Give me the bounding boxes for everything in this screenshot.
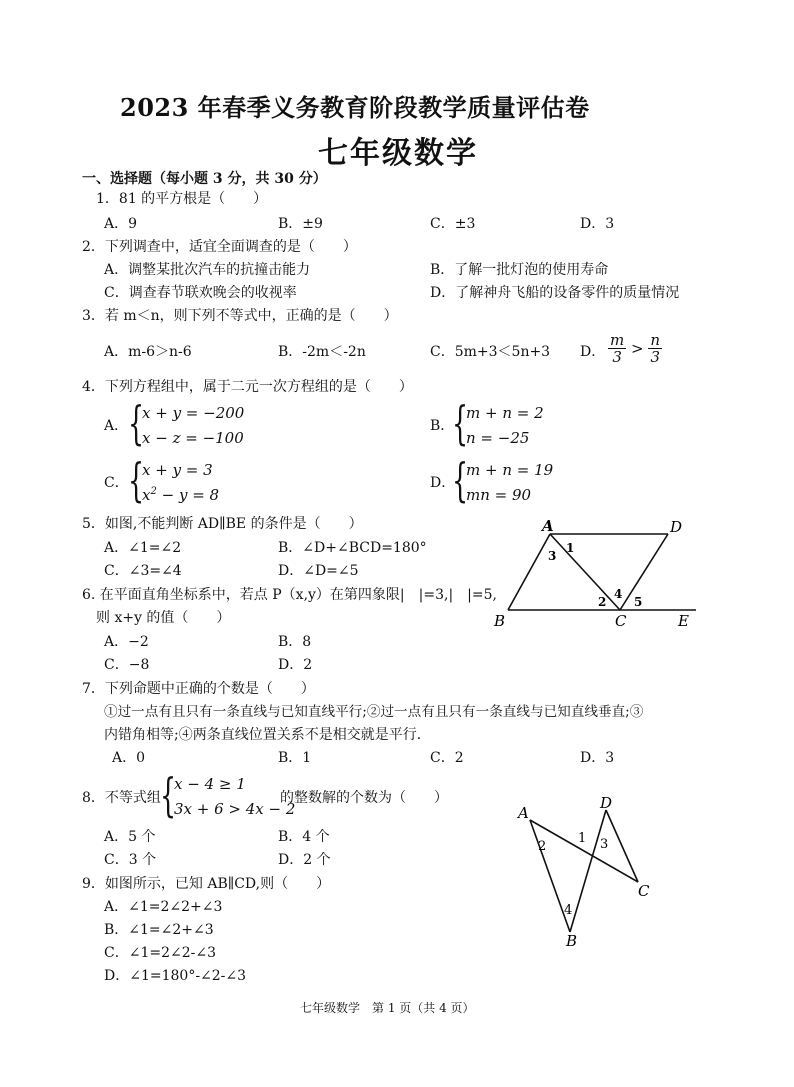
- question-7-option-a: A．0: [112, 750, 146, 766]
- question-4-c-eq2: $x^2 - y = 8$: [142, 486, 220, 504]
- question-4-option-a-label: A．: [104, 418, 129, 434]
- page-footer: 七年级数学 第 1 页（共 4 页）: [300, 1001, 475, 1015]
- question-7-statements-line2: 内错角相等;④两条直线位置关系不是相交就是平行．: [104, 727, 431, 743]
- figure2-angle-4: 4: [564, 903, 573, 918]
- exam-subtitle: 七年级数学: [318, 136, 478, 171]
- question-6-option-b: B．8: [278, 634, 312, 650]
- question-1-option-b: B．±9: [278, 216, 323, 232]
- question-3-option-d-expression: [608, 332, 662, 365]
- question-2-option-b: B．了解一批灯泡的使用寿命: [430, 262, 609, 278]
- question-6-stem-line1: 6. 在平面直角坐标系中，若点 P（x,y）在第四象限| |=3,| |=5,: [82, 587, 497, 603]
- figure2-label-a: A: [518, 804, 529, 822]
- question-1-stem: 1．81 的平方根是（ ）: [96, 191, 268, 207]
- question-4-c-eq1: x + y = 3: [142, 461, 213, 479]
- figure1-label-b: B: [494, 612, 506, 630]
- section-heading: 一、选择题（每小题 3 分，共 30 分）: [82, 171, 327, 187]
- question-8-option-b: B．4 个: [278, 829, 330, 845]
- question-8-prefix: 8．不等式组: [82, 790, 161, 806]
- question-5-option-b: B．∠D+∠BCD=180°: [278, 540, 427, 556]
- figure2-label-b: B: [566, 932, 578, 950]
- figure2-label-c: C: [638, 882, 650, 900]
- question-8-option-c: C．3 个: [104, 852, 157, 868]
- question-1-option-d: D．3: [580, 216, 615, 232]
- fraction-n-over-3: $\frac{n}{3}$: [650, 331, 661, 366]
- question-4-b-eq1: m + n = 2: [466, 404, 544, 422]
- question-3-option-d-label: D．: [580, 344, 606, 360]
- question-8-eq2: 3x + 6 > 4x − 2: [174, 800, 296, 818]
- question-9-option-b: B．∠1=∠2+∠3: [104, 922, 214, 938]
- question-8-option-a: A．5 个: [104, 829, 156, 845]
- figure1-angle-5: 5: [634, 595, 643, 609]
- figure2-angle-1: 1: [578, 831, 587, 846]
- left-brace-icon: {: [452, 453, 469, 507]
- question-7-option-b: B．1: [278, 750, 312, 766]
- figure1-angle-3: 3: [548, 549, 557, 563]
- figure2-angle-2: 2: [538, 839, 547, 854]
- question-9-option-d: D．∠1=180°-∠2-∠3: [104, 968, 247, 984]
- question-6-stem-line2: 则 x+y 的值（ ）: [96, 610, 231, 626]
- left-brace-icon: {: [128, 453, 145, 507]
- question-4-option-c-label: C．: [104, 475, 129, 491]
- figure1-label-d: D: [670, 518, 683, 536]
- greater-than-sign: >: [631, 339, 644, 358]
- figure1-label-a: A: [542, 518, 554, 535]
- question-5-option-a: A．∠1=∠2: [104, 540, 182, 556]
- question-7-option-c: C．2: [430, 750, 464, 766]
- left-brace-icon: {: [452, 396, 469, 450]
- left-brace-icon: {: [128, 396, 145, 450]
- figure1-angle-1: 1: [566, 541, 575, 555]
- question-3-option-a: A．m-6＞n-6: [104, 344, 192, 360]
- question-5-option-c: C．∠3=∠4: [104, 563, 182, 579]
- question-4-option-b-label: B．: [430, 418, 455, 434]
- question-4-option-d-label: D．: [430, 475, 456, 491]
- question-2-option-a: A．调整某批次汽车的抗撞击能力: [104, 262, 311, 278]
- question-9-stem: 9．如图所示，已知 AB∥CD,则（ ）: [82, 876, 331, 892]
- figure2-angle-3: 3: [600, 837, 609, 852]
- question-9-option-a: A．∠1=2∠2+∠3: [104, 899, 223, 915]
- question-3-option-c: C．5m+3＜5n+3: [430, 344, 551, 360]
- figure1-angle-2: 2: [598, 595, 607, 609]
- question-4-d-eq1: m + n = 19: [466, 461, 554, 479]
- figure2-label-d: D: [600, 794, 613, 812]
- question-2-stem: 2．下列调查中，适宜全面调查的是（ ）: [82, 239, 357, 255]
- question-6-option-c: C．−8: [104, 657, 150, 673]
- question-6-option-d: D．2: [278, 657, 313, 673]
- question-4-b-eq2: n = −25: [466, 429, 530, 447]
- question-2-option-d: D．了解神舟飞船的设备零件的质量情况: [430, 285, 680, 301]
- question-4-a-eq1: x + y = −200: [142, 404, 245, 422]
- left-brace-icon: {: [160, 768, 177, 822]
- question-8-option-d: D．2 个: [278, 852, 331, 868]
- figure1-label-e: E: [678, 612, 689, 630]
- question-4-a-eq2: x − z = −100: [142, 429, 244, 447]
- geometry-figure-crossed-lines: [508, 792, 658, 952]
- figure1-angle-4: 4: [614, 587, 623, 601]
- question-7-statements-line1: ①过一点有且只有一条直线与已知直线平行;②过一点有且只有一条直线与已知直线垂直;③: [104, 704, 644, 720]
- question-3-stem: 3．若 m＜n，则下列不等式中，正确的是（ ）: [82, 308, 398, 324]
- question-7-option-d: D．3: [580, 750, 615, 766]
- question-3-option-d: [580, 343, 605, 361]
- question-1-option-a: A．9: [104, 216, 138, 232]
- question-2-option-c: C．调查春节联欢晚会的收视率: [104, 285, 297, 301]
- question-4-d-eq2: mn = 90: [466, 486, 532, 504]
- question-4-stem: 4．下列方程组中，属于二元一次方程组的是（ ）: [82, 379, 413, 395]
- fraction-m-over-3: $\frac{m}{3}$: [610, 331, 625, 366]
- question-7-stem: 7．下列命题中正确的个数是（ ）: [82, 681, 315, 697]
- figure1-label-c: C: [615, 612, 627, 630]
- exam-title: 2023 年春季义务教育阶段教学质量评估卷: [120, 93, 590, 122]
- question-3-option-b: B．-2m＜-2n: [278, 344, 366, 360]
- question-5-option-d: D．∠D=∠5: [278, 563, 359, 579]
- question-5-stem: 5．如图,不能判断 AD∥BE 的条件是（ ）: [82, 516, 363, 532]
- question-6-option-a: A．−2: [104, 634, 149, 650]
- geometry-figure-parallelogram: [488, 518, 708, 630]
- question-9-option-c: C．∠1=2∠2-∠3: [104, 945, 216, 961]
- question-8-eq1: x − 4 ≥ 1: [174, 775, 246, 793]
- question-8-suffix: 的整数解的个数为（ ）: [280, 790, 448, 806]
- question-1-option-c: C．±3: [430, 216, 476, 232]
